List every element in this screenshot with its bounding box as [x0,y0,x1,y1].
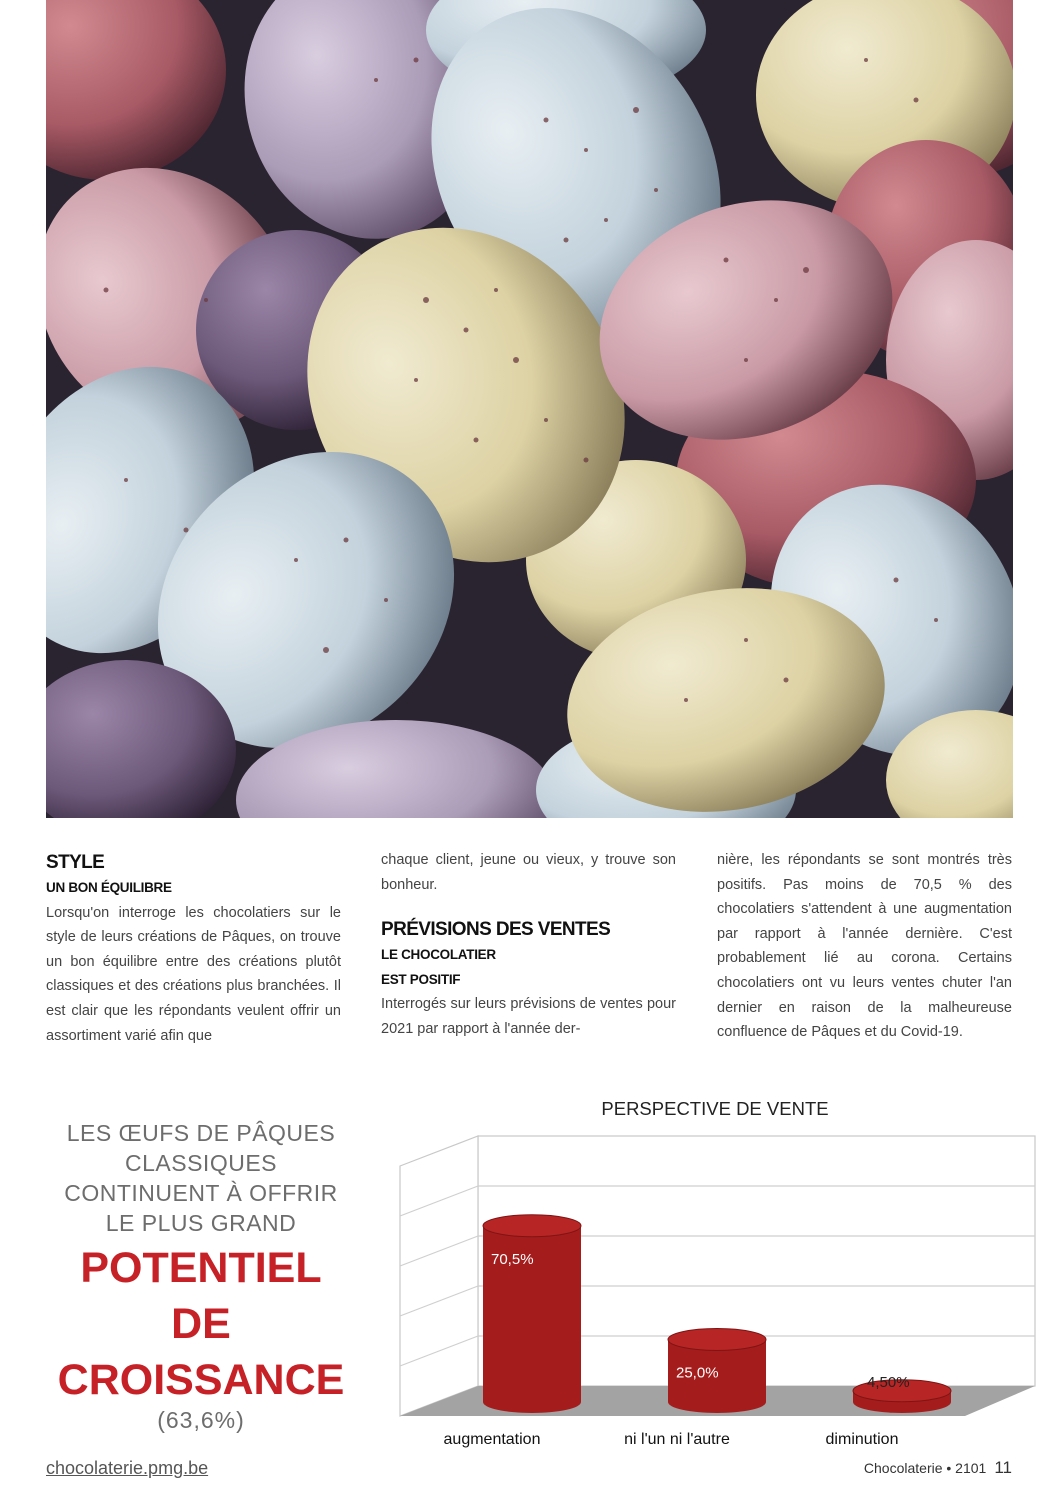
pull-quote-percentage: (63,6%) [157,1407,245,1433]
chart-title: PERSPECTIVE DE VENTE [601,1098,829,1119]
bar-value-label: 4,50% [867,1373,910,1391]
body-text: nière, les répondants se sont montrés très positifs. Pas moins de 70,5 % des chocolatiers s'attendent à une augmentation par rapport à l'année dernière. C'est probablement lié au corona. Certains chocolatiers ont vu leurs ventes chuter l'an dernier en raison de la malheureuse confluence de Pâques et du Covid-19. [717,852,1012,1041]
bar-1 [483,1215,581,1413]
body-text: Lorsqu'on interroge les chocolatiers sur le style de leurs créations de Pâques, on trouve un bon équilibre entre des créations plutôt classiques et des créations plus branchées. Il est clair que les répondants veulent offrir un assortiment varié afin que [46,904,341,1044]
pull-quote [46,1118,356,1434]
website-link[interactable]: chocolaterie.pmg.be [46,1458,209,1478]
eggs-illustration [46,0,1013,818]
pull-quote-line: CLASSIQUES [125,1150,277,1176]
body-text: chaque client, jeune ou vieux, y trouve son bonheur. [381,852,676,893]
page-footer [864,1458,1012,1478]
section-heading-previsions: PRÉVISIONS DES VENTES [381,919,611,941]
bar-value-label: 70,5% [491,1250,534,1268]
section-heading-style: STYLE [46,852,105,873]
section-subheading: UN BON ÉQUILIBRE [46,880,172,895]
chart-svg [390,1128,1050,1458]
article-column-3 [717,848,1012,1045]
article-column-1 [46,848,341,1048]
category-label: ni l'un ni l'autre [624,1431,730,1448]
magazine-issue: Chocolaterie • 2101 [863,1460,987,1476]
sales-perspective-chart [390,1128,1050,1463]
section-subheading: EST POSITIF [381,971,461,987]
section-subheading: LE CHOCOLATIER [381,947,496,963]
pull-quote-line: CONTINUENT À OFFRIR [64,1180,338,1206]
category-label: diminution [825,1431,899,1448]
body-text: Interrogés sur leurs prévisions de ventes pour 2021 par rapport à l'année der- [381,996,676,1037]
bar-2 [668,1329,766,1414]
pull-quote-highlight: POTENTIEL [80,1244,322,1292]
chart-side-wall [400,1136,478,1416]
page-number: 11 [994,1458,1012,1477]
hero-photo [46,0,1013,818]
bar-top [483,1215,581,1237]
article-column-2 [381,848,676,1042]
bar-top [668,1329,766,1351]
pull-quote-line: LE PLUS GRAND [105,1210,297,1236]
bar-value-label: 25,0% [676,1364,719,1382]
pull-quote-highlight: CROISSANCE [57,1356,345,1404]
pull-quote-line: LES ŒUFS DE PÂQUES [66,1120,336,1146]
pull-quote-highlight: DE [171,1300,231,1348]
category-label: augmentation [443,1431,541,1448]
